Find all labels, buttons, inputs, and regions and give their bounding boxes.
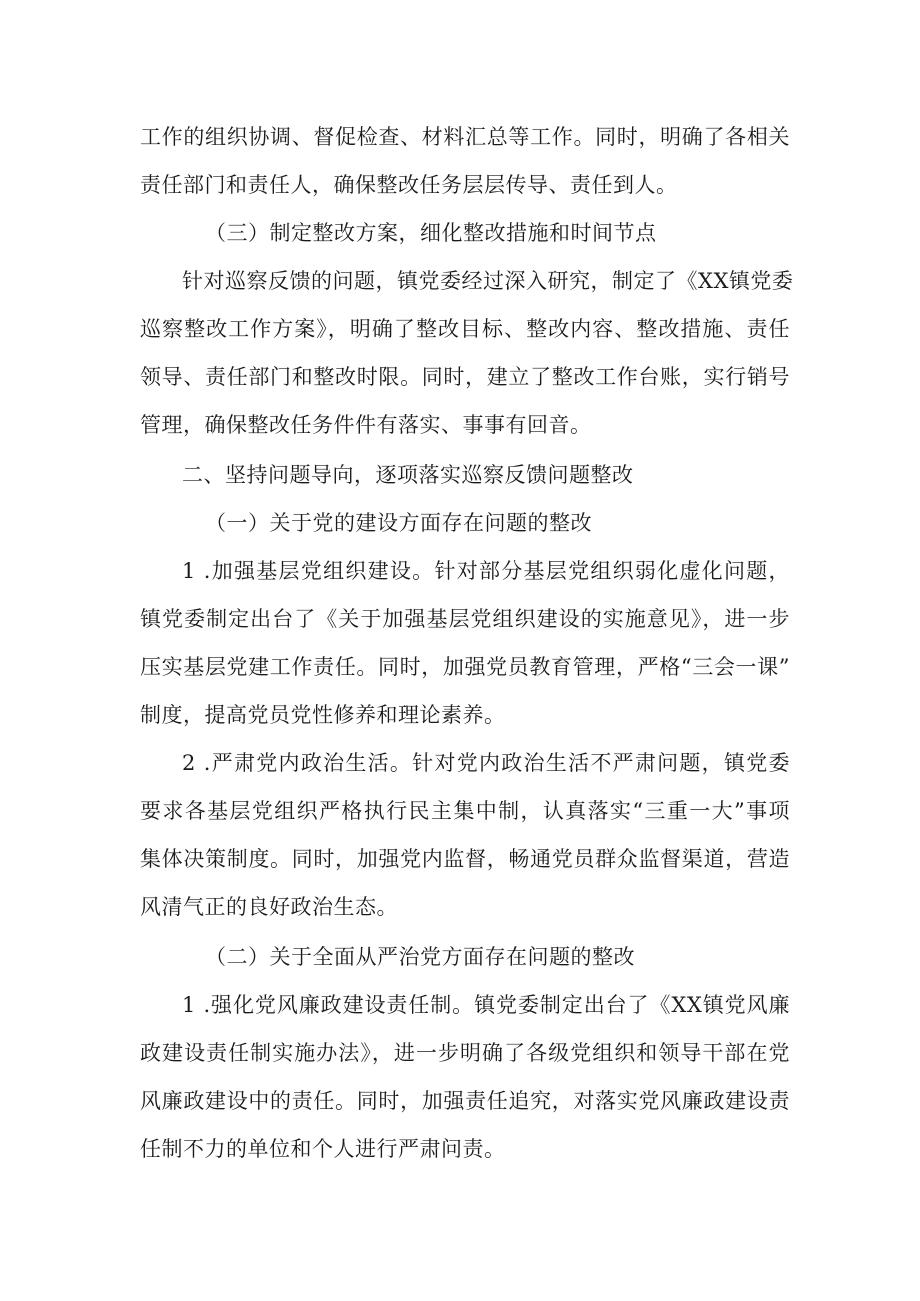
section-heading: （二）关于全面从严治党方面存在问题的整改 — [205, 945, 635, 969]
paragraph-line: 管理，确保整改任务件件有落实、事事有回音。 — [140, 413, 592, 437]
paragraph-line: 1 .强化党风廉政建设责任制。镇党委制定出台了《XX镇党风廉 — [182, 993, 790, 1017]
paragraph-line: 2 .严肃党内政治生活。针对党内政治生活不严肃问题，镇党委 — [182, 751, 790, 775]
paragraph-line: 集体决策制度。同时，加强党内监督，畅通党员群众监督渠道，营造 — [140, 847, 790, 871]
paragraph-line: 压实基层党建工作责任。同时，加强党员教育管理，严格“三会一课” — [140, 655, 790, 679]
paragraph-line: 工作的组织协调、督促检查、材料汇总等工作。同时，明确了各相关 — [140, 125, 790, 149]
paragraph-line: 政建设责任制实施办法》，进一步明确了各级党组织和领导干部在党 — [140, 1041, 790, 1065]
paragraph-line: 领导、责任部门和整改时限。同时，建立了整改工作台账，实行销号 — [140, 365, 790, 389]
paragraph-line: 1 .加强基层党组织建设。针对部分基层党组织弱化虚化问题， — [182, 559, 790, 583]
paragraph-line: 针对巡察反馈的问题，镇党委经过深入研究，制定了《XX镇党委 — [182, 269, 794, 293]
paragraph-line: 镇党委制定出台了《关于加强基层党组织建设的实施意见》，进一步 — [140, 607, 790, 631]
chapter-heading: 二、坚持问题导向，逐项落实巡察反馈问题整改 — [182, 463, 634, 487]
paragraph-line: 巡察整改工作方案》，明确了整改目标、整改内容、整改措施、责任 — [140, 317, 790, 341]
paragraph-line: 风清气正的良好政治生态。 — [140, 895, 398, 919]
paragraph-line: 任制不力的单位和个人进行严肃问责。 — [140, 1137, 506, 1161]
paragraph-line: 要求各基层党组织严格执行民主集中制，认真落实“三重一大”事项 — [140, 799, 790, 823]
section-heading: （一）关于党的建设方面存在问题的整改 — [205, 511, 592, 535]
paragraph-line: 责任部门和责任人，确保整改任务层层传导、责任到人。 — [140, 173, 678, 197]
paragraph-line: 制度，提高党员党性修养和理论素养。 — [140, 703, 506, 727]
section-heading: （三）制定整改方案，细化整改措施和时间节点 — [205, 221, 657, 245]
paragraph-line: 风廉政建设中的责任。同时，加强责任追究，对落实党风廉政建设责 — [140, 1089, 790, 1113]
